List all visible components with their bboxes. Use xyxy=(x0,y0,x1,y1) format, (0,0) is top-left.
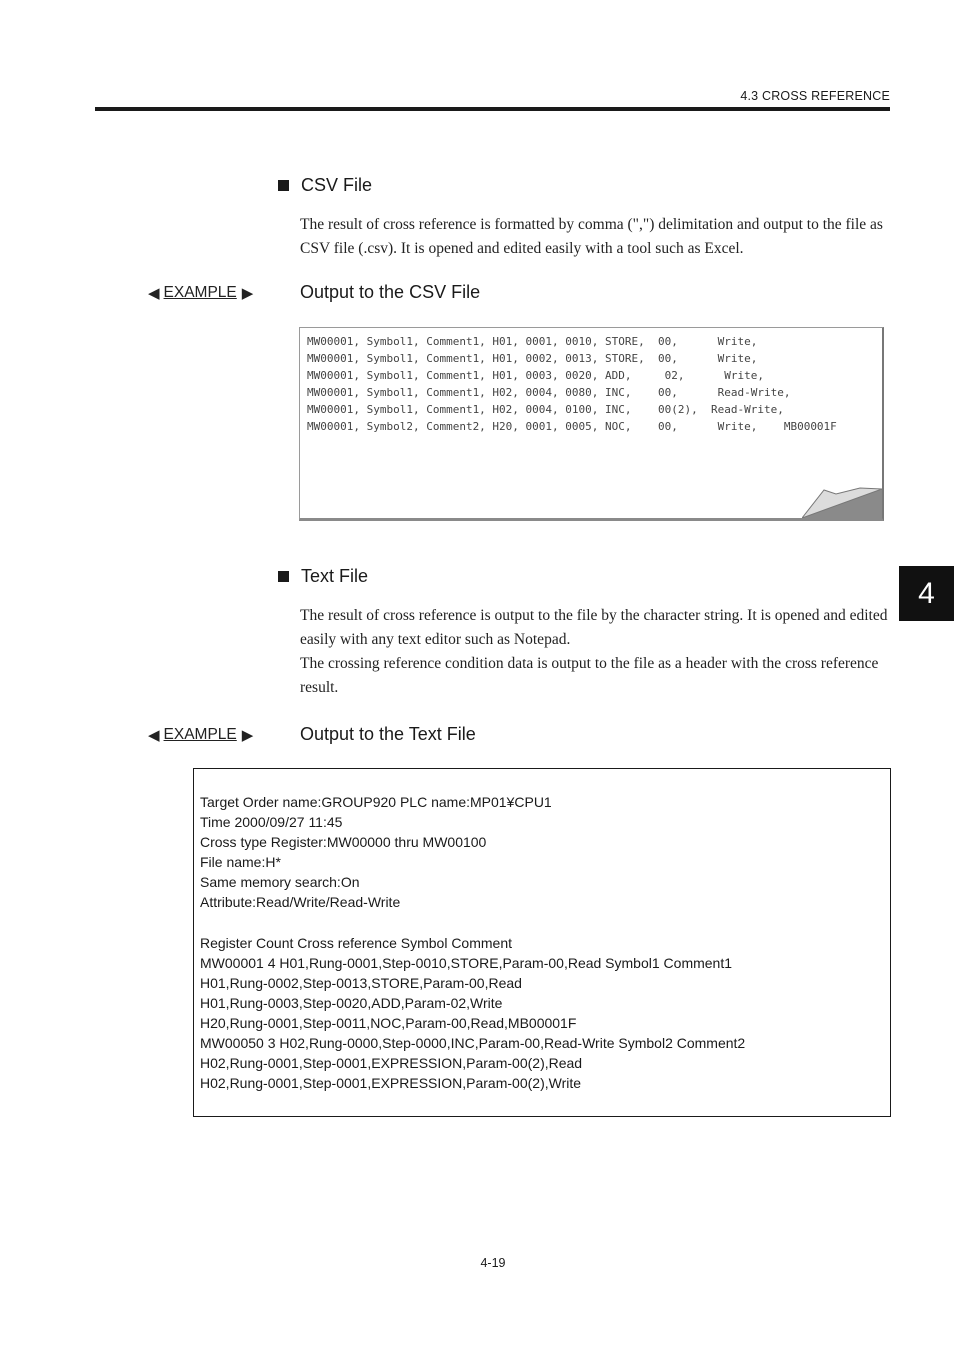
csv-file-paragraph xyxy=(300,213,888,261)
text-file-paragraph-2: The crossing reference condition data is output to the file as a header with the cross reference result. xyxy=(300,655,879,696)
csv-example-tag xyxy=(148,284,253,302)
text-line: File name:H* xyxy=(200,854,281,871)
text-example-tag xyxy=(148,726,253,744)
page-curl-icon xyxy=(802,486,882,518)
text-line: Cross type Register:MW00000 thru MW00100 xyxy=(200,834,487,851)
text-line: H02,Rung-0001,Step-0001,EXPRESSION,Param-00(2),Read xyxy=(200,1055,583,1072)
csv-output-lines xyxy=(307,333,837,435)
csv-line: MW00001, Symbol1, Comment1, H01, 0002, 0013, STORE, 00, Write, xyxy=(307,352,758,365)
example-label: EXAMPLE xyxy=(163,726,237,743)
csv-line: MW00001, Symbol1, Comment1, H02, 0004, 0100, INC, 00(2), Read-Write, xyxy=(307,403,784,416)
csv-file-heading-text: CSV File xyxy=(301,175,373,195)
text-line: Register Count Cross reference Symbol Comment xyxy=(200,934,513,951)
triangle-right-icon: ▶ xyxy=(241,285,254,302)
text-line: MW00001 4 H01,Rung-0001,Step-0010,STORE,Param-00,Read Symbol1 Comment1 xyxy=(200,954,733,971)
text-file-paragraph xyxy=(300,604,888,700)
header-rule xyxy=(95,107,890,111)
text-line xyxy=(200,913,745,933)
text-file-heading xyxy=(278,566,368,587)
triangle-left-icon: ◀ xyxy=(148,285,160,302)
csv-example-title: Output to the CSV File xyxy=(300,282,481,302)
text-line: H20,Rung-0001,Step-0011,NOC,Param-00,Read,MB00001F xyxy=(200,1015,577,1032)
text-file-heading-text: Text File xyxy=(301,566,369,586)
text-line: Attribute:Read/Write/Read-Write xyxy=(200,894,401,911)
csv-line: MW00001, Symbol1, Comment1, H02, 0004, 0080, INC, 00, Read-Write, xyxy=(307,386,791,399)
csv-output-window xyxy=(299,327,884,521)
bullet-square-icon xyxy=(278,180,289,191)
text-line: Time 2000/09/27 11:45 xyxy=(200,814,343,831)
csv-file-paragraph-text: The result of cross reference is formatted by comma (",") delimitation and output to the file as CSV file (.csv). It is opened and edited easily with a tool such as Excel. xyxy=(300,216,883,257)
text-line: Same memory search:On xyxy=(200,874,360,891)
csv-line: MW00001, Symbol1, Comment1, H01, 0003, 0020, ADD, 02, Write, xyxy=(307,369,764,382)
chapter-tab: 4 xyxy=(899,566,954,621)
example-label: EXAMPLE xyxy=(163,284,237,301)
text-output-box xyxy=(193,768,891,1117)
text-output-lines xyxy=(200,792,745,1093)
text-line: H01,Rung-0003,Step-0020,ADD,Param-02,Write xyxy=(200,994,503,1011)
text-example-title: Output to the Text File xyxy=(300,724,476,744)
section-header: 4.3 CROSS REFERENCE xyxy=(740,89,890,103)
csv-line: MW00001, Symbol1, Comment1, H01, 0001, 0010, STORE, 00, Write, xyxy=(307,335,758,348)
text-file-paragraph-1: The result of cross reference is output to the file by the character string. It is opened and edited easily with any text editor such as Notepad. xyxy=(300,607,888,648)
text-line: H02,Rung-0001,Step-0001,EXPRESSION,Param-00(2),Write xyxy=(200,1075,582,1092)
text-line: MW00050 3 H02,Rung-0000,Step-0000,INC,Param-00,Read-Write Symbol2 Comment2 xyxy=(200,1035,746,1052)
triangle-right-icon: ▶ xyxy=(241,727,254,744)
text-line: Target Order name:GROUP920 PLC name:MP01¥CPU1 xyxy=(200,794,552,810)
csv-line: MW00001, Symbol2, Comment2, H20, 0001, 0005, NOC, 00, Write, MB00001F xyxy=(307,420,837,433)
csv-file-heading xyxy=(278,175,372,196)
page-number: 4-19 xyxy=(480,1256,506,1270)
text-line: H01,Rung-0002,Step-0013,STORE,Param-00,Read xyxy=(200,974,522,991)
bullet-square-icon xyxy=(278,571,289,582)
triangle-left-icon: ◀ xyxy=(148,727,160,744)
